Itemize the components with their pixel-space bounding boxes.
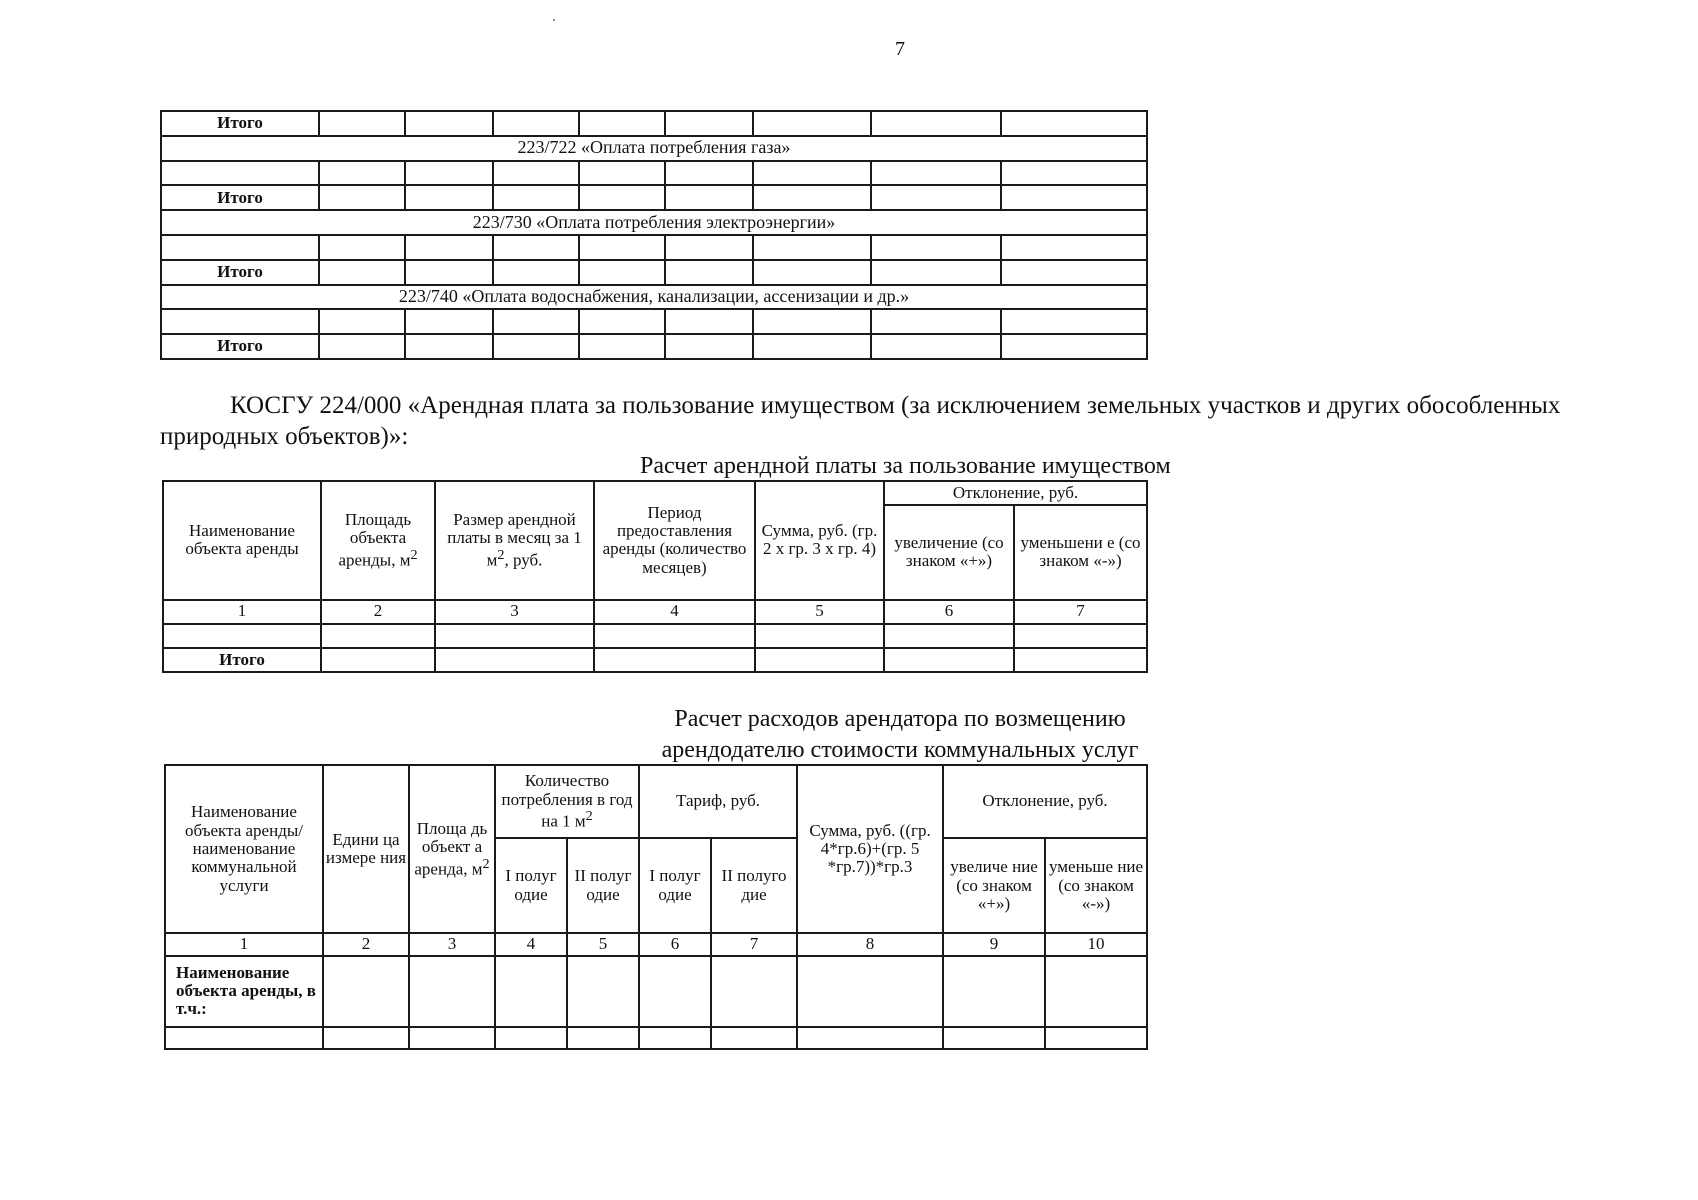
- column-number: 1: [163, 600, 321, 624]
- column-number: 3: [435, 600, 594, 624]
- column-header: Период предоставления аренды (количество месяцев): [594, 481, 755, 600]
- column-number: 8: [797, 933, 943, 955]
- gas-section-header: 223/722 «Оплата потребления газа»: [161, 136, 1147, 161]
- total-label: Итого: [161, 334, 319, 359]
- column-header: Площадь объекта аренды, $м^2$: [321, 481, 435, 600]
- section-row: [161, 136, 1147, 161]
- electricity-section-header: 223/730 «Оплата потребления электроэнергии»: [161, 210, 1147, 235]
- column-header: уменьшени е (со знаком «-»): [1014, 505, 1147, 599]
- column-number: 5: [567, 933, 639, 955]
- column-number: 1: [165, 933, 323, 955]
- caption-line-2: арендодателю стоимости коммунальных услуг: [661, 737, 1139, 763]
- column-number: 7: [711, 933, 797, 955]
- section-row: [161, 210, 1147, 235]
- column-number: 4: [594, 600, 755, 624]
- total-label: Итого: [161, 260, 319, 285]
- paragraph-line-1: КОСГУ 224/000 «Арендная плата за пользование имуществом (за исключением земельных участков и других обособленных: [230, 392, 1561, 419]
- table-row: [161, 334, 1147, 359]
- kosgu-224-paragraph: [160, 390, 1680, 452]
- table-row: [161, 260, 1147, 285]
- column-header: увеличение (со знаком «+»): [884, 505, 1014, 599]
- column-header: Сумма, руб. (гр. 2 х гр. 3 х гр. 4): [755, 481, 884, 600]
- table-row: [161, 309, 1147, 334]
- column-number: 7: [1014, 600, 1147, 624]
- quantity-header: Количество потребления в год на 1 $м^2$: [495, 765, 639, 838]
- column-header: I полуг одие: [495, 838, 567, 933]
- table-row: [165, 956, 1147, 1027]
- column-header: Сумма, руб. ((гр. 4*гр.6)+(гр. 5 *гр.7))*гр.3: [797, 765, 943, 933]
- column-number: 5: [755, 600, 884, 624]
- table-row: [163, 624, 1147, 648]
- column-header: Размер арендной платы в месяц за 1 $м^2$, руб.: [435, 481, 594, 600]
- section-row: [161, 285, 1147, 310]
- utilities-table: [160, 110, 1148, 360]
- column-number: 4: [495, 933, 567, 955]
- paragraph-line-2: природных объектов)»:: [160, 423, 409, 450]
- deviation-header: Отклонение, руб.: [884, 481, 1147, 505]
- column-header: Наименование объекта аренды: [163, 481, 321, 600]
- header-row: [165, 765, 1147, 838]
- table-row: [161, 161, 1147, 186]
- rent-table-caption: Расчет арендной платы за пользование имуществом: [640, 453, 1171, 479]
- table-row: [165, 1027, 1147, 1049]
- column-number: 9: [943, 933, 1045, 955]
- water-section-header: 223/740 «Оплата водоснабжения, канализации, ассенизации и др.»: [161, 285, 1147, 310]
- column-number: 2: [321, 600, 435, 624]
- rent-calculation-table: [162, 480, 1148, 673]
- column-header: Наименование объекта аренды/ наименование коммунальной услуги: [165, 765, 323, 933]
- column-number: 3: [409, 933, 495, 955]
- column-header: увеличе ние (со знаком «+»): [943, 838, 1045, 933]
- column-header: Едини ца измере ния: [323, 765, 409, 933]
- table-row: [161, 111, 1147, 136]
- utility-costs-caption: [620, 704, 1180, 766]
- page-number: 7: [895, 38, 905, 60]
- tariff-header: Тариф, руб.: [639, 765, 797, 838]
- column-header: II полуг одие: [567, 838, 639, 933]
- deviation-header: Отклонение, руб.: [943, 765, 1147, 838]
- table-row: [161, 235, 1147, 260]
- column-number: 6: [639, 933, 711, 955]
- row-label: Наименование объекта аренды, в т.ч.:: [165, 956, 323, 1027]
- total-label: Итого: [161, 185, 319, 210]
- table-row: [161, 185, 1147, 210]
- total-label: Итого: [161, 111, 319, 136]
- column-header: Площа дь объект а аренда, $м^2$: [409, 765, 495, 933]
- caption-line-1: Расчет расходов арендатора по возмещению: [674, 706, 1126, 732]
- column-number: 2: [323, 933, 409, 955]
- number-row: [165, 933, 1147, 955]
- column-number: 10: [1045, 933, 1147, 955]
- column-header: I полуг одие: [639, 838, 711, 933]
- column-number: 6: [884, 600, 1014, 624]
- total-label: Итого: [163, 648, 321, 672]
- table-row: [163, 648, 1147, 672]
- scan-speck: [553, 19, 555, 21]
- column-header: II полуго дие: [711, 838, 797, 933]
- utility-reimbursement-table: [164, 764, 1148, 1050]
- header-row: [163, 481, 1147, 505]
- column-header: уменьше ние (со знаком «-»): [1045, 838, 1147, 933]
- number-row: [163, 600, 1147, 624]
